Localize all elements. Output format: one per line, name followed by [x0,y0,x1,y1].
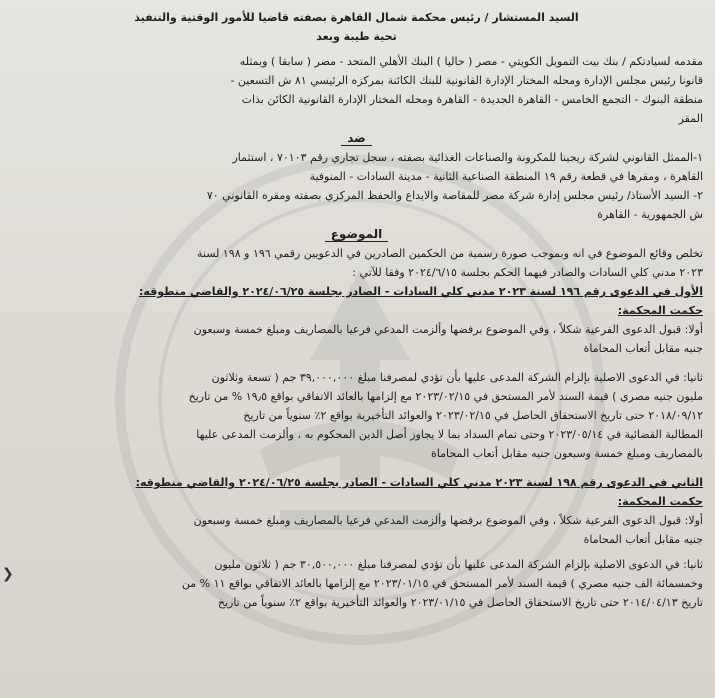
document-body [10,8,703,612]
case1-title: الأول في الدعوى رقم ١٩٦ لسنة ٢٠٢٣ مدني كلي السادات - الصادر بجلسة ٢٠٢٤/٠٦/٢٥ والقاضي منطوقه: [139,285,703,298]
defendant-line: ١-الممثل القانوني لشركة ريجينا للمكرونة والصناعات الغذائية بصفته ، سجل تجاري رقم ٧٠١٠٣ ، استثمار [232,151,703,164]
case1-second-line: مليون جنيه مصري ) قيمة السند لأمر المستحق في ٢٠٢٣/٠٢/١٥ مع إلزامها بالعائد الاتفاقي بواقع ١٩٫٥ % من تاريخ [188,390,703,403]
case1-second-line: ثانيا: في الدعوى الاصلية بإلزام الشركة المدعى عليها بأن تؤدي لمصرفنا مبلغ ٣٩,٠٠٠,٠٠٠ جم ( تسعة وثلاثون [211,371,703,384]
case2-first-line: جنيه مقابل أتعاب المحاماة [583,533,703,546]
intro-line: مقدمه لسيادتكم / بنك بيت التمويل الكويتي - مصر ( حاليا ) البنك الأهلي المتحد - مصر ( سابقا ) ويمثله [239,55,703,68]
case2-first-line: أولا: قبول الدعوى الفرعية شكلاً ، وفي الموضوع برفضها وألزمت المدعي فرعيا بالمصاريف ومبلغ خمسة وسبعون [193,514,703,527]
intro-line: منطقة البنوك - التجمع الخامس - القاهرة الجديدة - القاهرة ومحله المختار الإدارة القانونية الكائن بذات [241,93,703,106]
case2-second-line: تاريخ ٢٠١٤/٠٤/١٣ حتى تاريخ الاستحقاق الحاصل في ٢٠٢٣/٠١/١٥ والعوائد التأخيرية بواقع ٢٪ سنوياً من تاريخ [217,596,703,609]
case2-second-line: ثانيا: في الدعوى الاصلية بإلزام الشركة المدعى عليها بأن تؤدي لمصرفنا مبلغ ٣٠,٥٠٠,٠٠٠ جم ( ثلاثون مليون [214,558,703,571]
margin-arrow-icon: ❮ [2,566,14,582]
intro-line: المقر [678,112,703,125]
case1-second-line: المطالبة القضائية في ٢٠٢٣/٠٥/١٤ وحتى تمام السداد بما لا يجاوز أصل الدين المحكوم به ، وألزمت المدعى عليها [196,428,703,441]
greeting-line: تحية طيبة وبعد [316,30,397,43]
case1-judgment-heading: حكمت المحكمة: [617,304,703,317]
case1-second-line: ٢٠١٨/٠٩/١٢ حتى تاريخ الاستحقاق الحاصل في ٢٠٢٣/٠٢/١٥ والعوائد التأخيرية بواقع ٢٪ سنوياً من تاريخ [243,409,703,422]
defendant-line: ٢- السيد الأستاذ/ رئيس مجلس إدارة شركة مصر للمقاصة والايداع والحفظ المركزي بصفته ومقره القانوني ٧٠ [206,189,703,202]
subject-line: تخلص وقائع الموضوع في انه وبموجب صورة رسمية من الحكمين الصادرين في الدعويين رقمي ١٩٦ و ١٩٨ لسنة [197,247,703,260]
case2-judgment-heading: حكمت المحكمة: [617,495,703,508]
addressee-line: السيد المستشار / رئيس محكمة شمال القاهرة بصفته قاضيا للأمور الوقتية والتنفيذ [134,11,579,24]
case2-second-line: وخمسمائة الف جنيه مصري ) قيمة السند لأمر المستحق في ٢٠٢٣/٠١/١٥ مع إلزامها بالعائد الاتفاقي بواقع ١١ % من [181,577,703,590]
against-heading: ضد [10,128,703,148]
subject-heading: الموضوع [10,224,703,244]
case1-first-line: أولا: قبول الدعوى الفرعية شكلاً ، وفي الموضوع برفضها وألزمت المدعي فرعيا بالمصاريف ومبلغ خمسة وسبعون [193,323,703,336]
case2-title: الثاني في الدعوى رقم ١٩٨ لسنة ٢٠٢٣ مدني كلي السادات - الصادر بجلسة ٢٠٢٤/٠٦/٢٥ والقاضي منطوقه: [135,476,703,489]
case1-second-line: بالمصاريف ومبلغ خمسة وسبعون جنيه مقابل أتعاب المحاماة [431,447,703,460]
subject-line: ٢٠٢٣ مدني كلي السادات والصادر فيهما الحكم بجلسة ٢٠٢٤/٦/١٥ وفقا للآتي : [352,266,703,279]
defendant-line: القاهرة ، ومقرها في قطعة رقم ١٩ المنطقة الصناعية الثانية - مدينة السادات - المنوفية [309,170,703,183]
intro-line: قانونا رئيس مجلس الإدارة ومحله المختار الإدارة القانونية للبنك الكائنة بمركزه الرئيسي ٨١ ش التسعين - [230,74,703,87]
case1-first-line: جنيه مقابل أتعاب المحاماة [583,342,703,355]
defendant-line: ش الجمهورية - القاهرة [597,208,703,221]
